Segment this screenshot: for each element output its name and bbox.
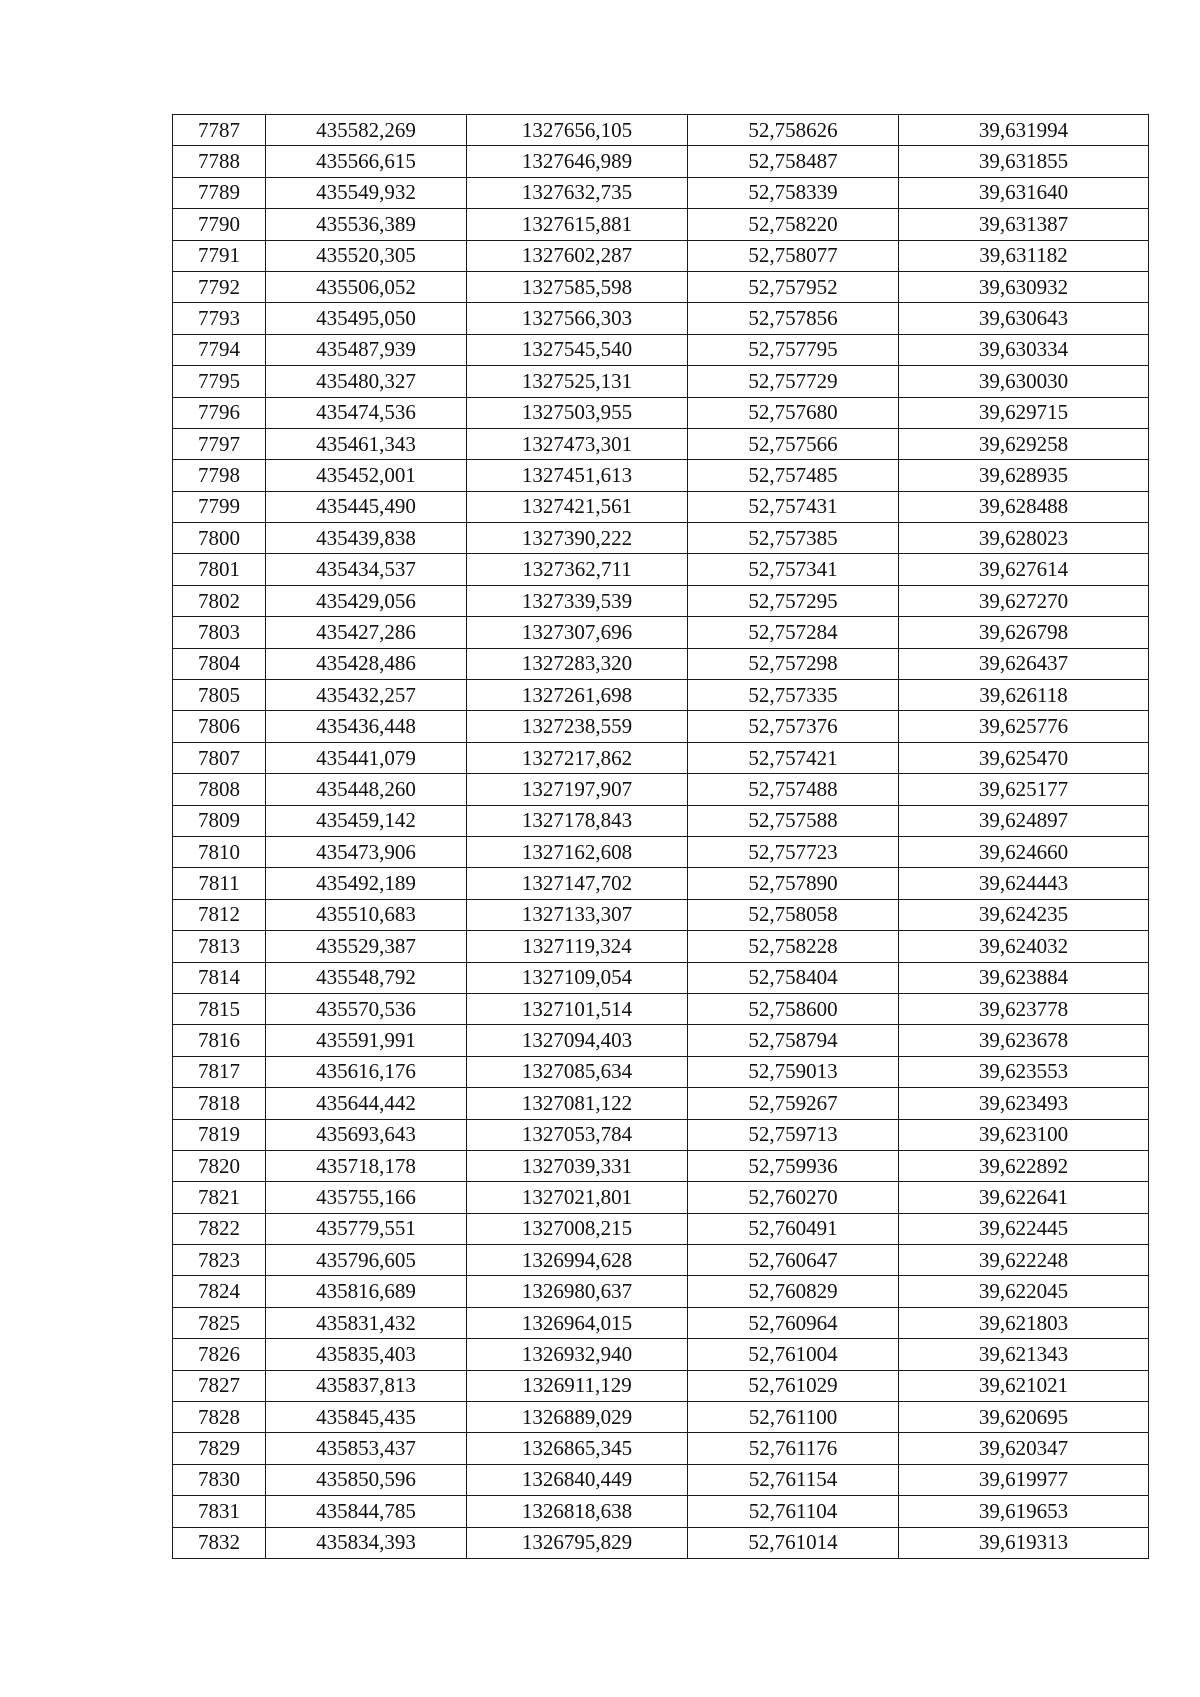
table-row [173, 115, 1149, 146]
table-row [173, 868, 1149, 899]
longitude-cell: 39,624660 [899, 836, 1149, 867]
point-number-cell: 7796 [173, 397, 266, 428]
table-row [173, 931, 1149, 962]
x-coordinate-cell: 435536,389 [266, 209, 467, 240]
point-number-cell: 7826 [173, 1339, 266, 1370]
longitude-cell: 39,620347 [899, 1433, 1149, 1464]
y-coordinate-cell: 1327421,561 [467, 491, 688, 522]
point-number-cell: 7812 [173, 899, 266, 930]
latitude-cell: 52,758339 [688, 177, 899, 208]
point-number-cell: 7822 [173, 1213, 266, 1244]
x-coordinate-cell: 435448,260 [266, 774, 467, 805]
y-coordinate-cell: 1327053,784 [467, 1119, 688, 1150]
x-coordinate-cell: 435693,643 [266, 1119, 467, 1150]
y-coordinate-cell: 1327085,634 [467, 1056, 688, 1087]
x-coordinate-cell: 435452,001 [266, 460, 467, 491]
x-coordinate-cell: 435432,257 [266, 680, 467, 711]
coordinates-table-body [173, 115, 1149, 1559]
x-coordinate-cell: 435718,178 [266, 1150, 467, 1181]
table-row [173, 146, 1149, 177]
longitude-cell: 39,631994 [899, 115, 1149, 146]
longitude-cell: 39,619653 [899, 1496, 1149, 1527]
longitude-cell: 39,630334 [899, 334, 1149, 365]
table-row [173, 1433, 1149, 1464]
longitude-cell: 39,627270 [899, 585, 1149, 616]
y-coordinate-cell: 1327021,801 [467, 1182, 688, 1213]
point-number-cell: 7825 [173, 1307, 266, 1338]
y-coordinate-cell: 1327178,843 [467, 805, 688, 836]
x-coordinate-cell: 435844,785 [266, 1496, 467, 1527]
point-number-cell: 7797 [173, 428, 266, 459]
latitude-cell: 52,758600 [688, 993, 899, 1024]
point-number-cell: 7815 [173, 993, 266, 1024]
longitude-cell: 39,629715 [899, 397, 1149, 428]
latitude-cell: 52,760491 [688, 1213, 899, 1244]
x-coordinate-cell: 435429,056 [266, 585, 467, 616]
x-coordinate-cell: 435510,683 [266, 899, 467, 930]
table-row [173, 993, 1149, 1024]
point-number-cell: 7800 [173, 523, 266, 554]
table-row [173, 1496, 1149, 1527]
x-coordinate-cell: 435845,435 [266, 1402, 467, 1433]
latitude-cell: 52,758058 [688, 899, 899, 930]
longitude-cell: 39,630643 [899, 303, 1149, 334]
y-coordinate-cell: 1327503,955 [467, 397, 688, 428]
table-row [173, 1056, 1149, 1087]
x-coordinate-cell: 435853,437 [266, 1433, 467, 1464]
y-coordinate-cell: 1327217,862 [467, 742, 688, 773]
latitude-cell: 52,761104 [688, 1496, 899, 1527]
longitude-cell: 39,625776 [899, 711, 1149, 742]
y-coordinate-cell: 1327585,598 [467, 271, 688, 302]
latitude-cell: 52,757485 [688, 460, 899, 491]
point-number-cell: 7831 [173, 1496, 266, 1527]
x-coordinate-cell: 435831,432 [266, 1307, 467, 1338]
longitude-cell: 39,622045 [899, 1276, 1149, 1307]
point-number-cell: 7827 [173, 1370, 266, 1401]
point-number-cell: 7818 [173, 1088, 266, 1119]
longitude-cell: 39,628488 [899, 491, 1149, 522]
point-number-cell: 7793 [173, 303, 266, 334]
y-coordinate-cell: 1327197,907 [467, 774, 688, 805]
longitude-cell: 39,624443 [899, 868, 1149, 899]
y-coordinate-cell: 1327261,698 [467, 680, 688, 711]
latitude-cell: 52,757295 [688, 585, 899, 616]
table-row [173, 648, 1149, 679]
point-number-cell: 7805 [173, 680, 266, 711]
latitude-cell: 52,761014 [688, 1527, 899, 1558]
x-coordinate-cell: 435506,052 [266, 271, 467, 302]
point-number-cell: 7811 [173, 868, 266, 899]
point-number-cell: 7816 [173, 1025, 266, 1056]
point-number-cell: 7794 [173, 334, 266, 365]
longitude-cell: 39,624032 [899, 931, 1149, 962]
table-row [173, 585, 1149, 616]
y-coordinate-cell: 1327451,613 [467, 460, 688, 491]
point-number-cell: 7832 [173, 1527, 266, 1558]
table-row [173, 1527, 1149, 1558]
point-number-cell: 7791 [173, 240, 266, 271]
longitude-cell: 39,622892 [899, 1150, 1149, 1181]
table-row [173, 1276, 1149, 1307]
point-number-cell: 7806 [173, 711, 266, 742]
y-coordinate-cell: 1327109,054 [467, 962, 688, 993]
table-row [173, 836, 1149, 867]
point-number-cell: 7802 [173, 585, 266, 616]
x-coordinate-cell: 435474,536 [266, 397, 467, 428]
point-number-cell: 7787 [173, 115, 266, 146]
x-coordinate-cell: 435459,142 [266, 805, 467, 836]
x-coordinate-cell: 435445,490 [266, 491, 467, 522]
longitude-cell: 39,623678 [899, 1025, 1149, 1056]
y-coordinate-cell: 1327101,514 [467, 993, 688, 1024]
x-coordinate-cell: 435428,486 [266, 648, 467, 679]
latitude-cell: 52,757952 [688, 271, 899, 302]
y-coordinate-cell: 1327081,122 [467, 1088, 688, 1119]
latitude-cell: 52,757680 [688, 397, 899, 428]
longitude-cell: 39,627614 [899, 554, 1149, 585]
table-row [173, 334, 1149, 365]
point-number-cell: 7829 [173, 1433, 266, 1464]
table-row [173, 1464, 1149, 1495]
point-number-cell: 7807 [173, 742, 266, 773]
x-coordinate-cell: 435816,689 [266, 1276, 467, 1307]
table-row [173, 303, 1149, 334]
x-coordinate-cell: 435487,939 [266, 334, 467, 365]
x-coordinate-cell: 435548,792 [266, 962, 467, 993]
longitude-cell: 39,630932 [899, 271, 1149, 302]
latitude-cell: 52,757284 [688, 617, 899, 648]
table-row [173, 209, 1149, 240]
y-coordinate-cell: 1327238,559 [467, 711, 688, 742]
latitude-cell: 52,761154 [688, 1464, 899, 1495]
point-number-cell: 7814 [173, 962, 266, 993]
table-row [173, 523, 1149, 554]
table-row [173, 617, 1149, 648]
longitude-cell: 39,631640 [899, 177, 1149, 208]
latitude-cell: 52,758794 [688, 1025, 899, 1056]
table-row [173, 240, 1149, 271]
x-coordinate-cell: 435480,327 [266, 366, 467, 397]
table-row [173, 680, 1149, 711]
table-row [173, 1370, 1149, 1401]
x-coordinate-cell: 435850,596 [266, 1464, 467, 1495]
longitude-cell: 39,628935 [899, 460, 1149, 491]
longitude-cell: 39,625177 [899, 774, 1149, 805]
point-number-cell: 7809 [173, 805, 266, 836]
y-coordinate-cell: 1327656,105 [467, 115, 688, 146]
longitude-cell: 39,624235 [899, 899, 1149, 930]
y-coordinate-cell: 1327632,735 [467, 177, 688, 208]
longitude-cell: 39,622248 [899, 1245, 1149, 1276]
table-row [173, 1119, 1149, 1150]
y-coordinate-cell: 1327602,287 [467, 240, 688, 271]
point-number-cell: 7828 [173, 1402, 266, 1433]
latitude-cell: 52,757795 [688, 334, 899, 365]
table-row [173, 460, 1149, 491]
y-coordinate-cell: 1326994,628 [467, 1245, 688, 1276]
table-row [173, 271, 1149, 302]
x-coordinate-cell: 435461,343 [266, 428, 467, 459]
x-coordinate-cell: 435529,387 [266, 931, 467, 962]
x-coordinate-cell: 435837,813 [266, 1370, 467, 1401]
latitude-cell: 52,759936 [688, 1150, 899, 1181]
table-row [173, 554, 1149, 585]
y-coordinate-cell: 1327390,222 [467, 523, 688, 554]
longitude-cell: 39,621803 [899, 1307, 1149, 1338]
point-number-cell: 7803 [173, 617, 266, 648]
table-row [173, 1339, 1149, 1370]
latitude-cell: 52,757376 [688, 711, 899, 742]
y-coordinate-cell: 1326911,129 [467, 1370, 688, 1401]
x-coordinate-cell: 435520,305 [266, 240, 467, 271]
latitude-cell: 52,757588 [688, 805, 899, 836]
y-coordinate-cell: 1327362,711 [467, 554, 688, 585]
x-coordinate-cell: 435796,605 [266, 1245, 467, 1276]
point-number-cell: 7799 [173, 491, 266, 522]
x-coordinate-cell: 435779,551 [266, 1213, 467, 1244]
y-coordinate-cell: 1327646,989 [467, 146, 688, 177]
y-coordinate-cell: 1326964,015 [467, 1307, 688, 1338]
latitude-cell: 52,757729 [688, 366, 899, 397]
longitude-cell: 39,628023 [899, 523, 1149, 554]
longitude-cell: 39,631855 [899, 146, 1149, 177]
x-coordinate-cell: 435492,189 [266, 868, 467, 899]
longitude-cell: 39,619977 [899, 1464, 1149, 1495]
table-row [173, 366, 1149, 397]
y-coordinate-cell: 1327008,215 [467, 1213, 688, 1244]
table-row [173, 711, 1149, 742]
y-coordinate-cell: 1326889,029 [467, 1402, 688, 1433]
latitude-cell: 52,757566 [688, 428, 899, 459]
point-number-cell: 7821 [173, 1182, 266, 1213]
y-coordinate-cell: 1326865,345 [467, 1433, 688, 1464]
longitude-cell: 39,629258 [899, 428, 1149, 459]
point-number-cell: 7824 [173, 1276, 266, 1307]
y-coordinate-cell: 1327339,539 [467, 585, 688, 616]
table-row [173, 177, 1149, 208]
point-number-cell: 7819 [173, 1119, 266, 1150]
longitude-cell: 39,626437 [899, 648, 1149, 679]
latitude-cell: 52,759267 [688, 1088, 899, 1119]
point-number-cell: 7795 [173, 366, 266, 397]
table-row [173, 397, 1149, 428]
latitude-cell: 52,757856 [688, 303, 899, 334]
x-coordinate-cell: 435436,448 [266, 711, 467, 742]
latitude-cell: 52,757723 [688, 836, 899, 867]
latitude-cell: 52,757890 [688, 868, 899, 899]
longitude-cell: 39,624897 [899, 805, 1149, 836]
latitude-cell: 52,758228 [688, 931, 899, 962]
y-coordinate-cell: 1326932,940 [467, 1339, 688, 1370]
point-number-cell: 7808 [173, 774, 266, 805]
longitude-cell: 39,631387 [899, 209, 1149, 240]
longitude-cell: 39,621021 [899, 1370, 1149, 1401]
latitude-cell: 52,758487 [688, 146, 899, 177]
point-number-cell: 7813 [173, 931, 266, 962]
x-coordinate-cell: 435566,615 [266, 146, 467, 177]
x-coordinate-cell: 435582,269 [266, 115, 467, 146]
coordinates-table [172, 114, 1149, 1559]
latitude-cell: 52,761029 [688, 1370, 899, 1401]
y-coordinate-cell: 1326818,638 [467, 1496, 688, 1527]
longitude-cell: 39,623100 [899, 1119, 1149, 1150]
latitude-cell: 52,757298 [688, 648, 899, 679]
longitude-cell: 39,623884 [899, 962, 1149, 993]
table-row [173, 1025, 1149, 1056]
x-coordinate-cell: 435427,286 [266, 617, 467, 648]
longitude-cell: 39,623778 [899, 993, 1149, 1024]
table-row [173, 805, 1149, 836]
y-coordinate-cell: 1327133,307 [467, 899, 688, 930]
latitude-cell: 52,759713 [688, 1119, 899, 1150]
point-number-cell: 7817 [173, 1056, 266, 1087]
x-coordinate-cell: 435495,050 [266, 303, 467, 334]
latitude-cell: 52,761100 [688, 1402, 899, 1433]
table-row [173, 1245, 1149, 1276]
table-row [173, 962, 1149, 993]
latitude-cell: 52,757431 [688, 491, 899, 522]
y-coordinate-cell: 1327566,303 [467, 303, 688, 334]
y-coordinate-cell: 1327545,540 [467, 334, 688, 365]
table-row [173, 1088, 1149, 1119]
y-coordinate-cell: 1327615,881 [467, 209, 688, 240]
y-coordinate-cell: 1327094,403 [467, 1025, 688, 1056]
x-coordinate-cell: 435834,393 [266, 1527, 467, 1558]
point-number-cell: 7798 [173, 460, 266, 491]
x-coordinate-cell: 435835,403 [266, 1339, 467, 1370]
point-number-cell: 7823 [173, 1245, 266, 1276]
table-row [173, 491, 1149, 522]
y-coordinate-cell: 1326980,637 [467, 1276, 688, 1307]
table-row [173, 1150, 1149, 1181]
latitude-cell: 52,760270 [688, 1182, 899, 1213]
longitude-cell: 39,619313 [899, 1527, 1149, 1558]
table-row [173, 1402, 1149, 1433]
x-coordinate-cell: 435434,537 [266, 554, 467, 585]
table-row [173, 774, 1149, 805]
point-number-cell: 7810 [173, 836, 266, 867]
latitude-cell: 52,757335 [688, 680, 899, 711]
table-row [173, 1182, 1149, 1213]
longitude-cell: 39,630030 [899, 366, 1149, 397]
latitude-cell: 52,757341 [688, 554, 899, 585]
longitude-cell: 39,620695 [899, 1402, 1149, 1433]
longitude-cell: 39,625470 [899, 742, 1149, 773]
x-coordinate-cell: 435591,991 [266, 1025, 467, 1056]
point-number-cell: 7788 [173, 146, 266, 177]
latitude-cell: 52,758626 [688, 115, 899, 146]
table-row [173, 899, 1149, 930]
latitude-cell: 52,759013 [688, 1056, 899, 1087]
point-number-cell: 7789 [173, 177, 266, 208]
x-coordinate-cell: 435441,079 [266, 742, 467, 773]
point-number-cell: 7790 [173, 209, 266, 240]
x-coordinate-cell: 435644,442 [266, 1088, 467, 1119]
y-coordinate-cell: 1327473,301 [467, 428, 688, 459]
y-coordinate-cell: 1327307,696 [467, 617, 688, 648]
point-number-cell: 7801 [173, 554, 266, 585]
y-coordinate-cell: 1327283,320 [467, 648, 688, 679]
x-coordinate-cell: 435570,536 [266, 993, 467, 1024]
x-coordinate-cell: 435549,932 [266, 177, 467, 208]
longitude-cell: 39,621343 [899, 1339, 1149, 1370]
y-coordinate-cell: 1327039,331 [467, 1150, 688, 1181]
x-coordinate-cell: 435755,166 [266, 1182, 467, 1213]
latitude-cell: 52,760964 [688, 1307, 899, 1338]
point-number-cell: 7804 [173, 648, 266, 679]
latitude-cell: 52,758077 [688, 240, 899, 271]
point-number-cell: 7820 [173, 1150, 266, 1181]
longitude-cell: 39,626118 [899, 680, 1149, 711]
longitude-cell: 39,626798 [899, 617, 1149, 648]
x-coordinate-cell: 435439,838 [266, 523, 467, 554]
y-coordinate-cell: 1327147,702 [467, 868, 688, 899]
latitude-cell: 52,757421 [688, 742, 899, 773]
longitude-cell: 39,622445 [899, 1213, 1149, 1244]
longitude-cell: 39,622641 [899, 1182, 1149, 1213]
point-number-cell: 7792 [173, 271, 266, 302]
latitude-cell: 52,758220 [688, 209, 899, 240]
table-row [173, 1307, 1149, 1338]
latitude-cell: 52,757385 [688, 523, 899, 554]
latitude-cell: 52,761176 [688, 1433, 899, 1464]
point-number-cell: 7830 [173, 1464, 266, 1495]
longitude-cell: 39,623493 [899, 1088, 1149, 1119]
latitude-cell: 52,760829 [688, 1276, 899, 1307]
longitude-cell: 39,623553 [899, 1056, 1149, 1087]
x-coordinate-cell: 435616,176 [266, 1056, 467, 1087]
table-row [173, 1213, 1149, 1244]
latitude-cell: 52,760647 [688, 1245, 899, 1276]
y-coordinate-cell: 1327119,324 [467, 931, 688, 962]
table-row [173, 742, 1149, 773]
latitude-cell: 52,757488 [688, 774, 899, 805]
y-coordinate-cell: 1326795,829 [467, 1527, 688, 1558]
latitude-cell: 52,761004 [688, 1339, 899, 1370]
y-coordinate-cell: 1327162,608 [467, 836, 688, 867]
table-row [173, 428, 1149, 459]
x-coordinate-cell: 435473,906 [266, 836, 467, 867]
y-coordinate-cell: 1326840,449 [467, 1464, 688, 1495]
y-coordinate-cell: 1327525,131 [467, 366, 688, 397]
latitude-cell: 52,758404 [688, 962, 899, 993]
longitude-cell: 39,631182 [899, 240, 1149, 271]
